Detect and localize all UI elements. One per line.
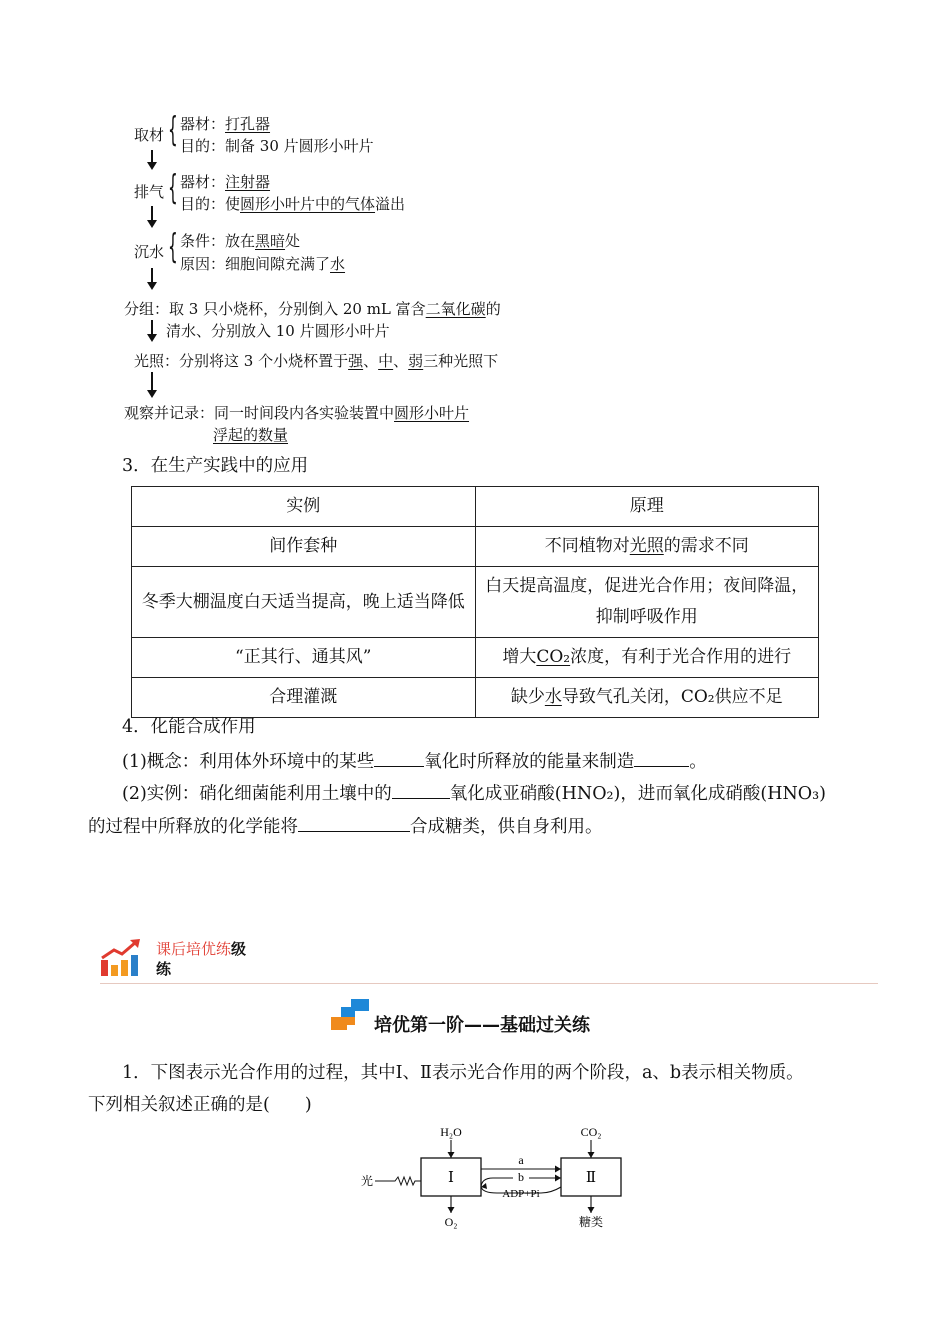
stage-1-label: Ⅰ xyxy=(448,1170,454,1186)
brace: { xyxy=(168,110,178,150)
divider xyxy=(100,983,878,984)
stage-2-label: Ⅱ xyxy=(585,1170,597,1186)
table-header: 实例 xyxy=(132,487,476,527)
flow-line: 原因：细胞间隙充满了水 xyxy=(180,255,346,273)
light-wave xyxy=(375,1177,421,1185)
table-row xyxy=(132,638,819,678)
stage-icon xyxy=(329,999,371,1031)
table-row xyxy=(132,527,819,567)
flow-line: 浮起的数量 xyxy=(213,426,289,444)
flow-line: 器材：注射器 xyxy=(180,173,271,191)
flow-line: 条件：放在黑暗处 xyxy=(180,232,301,250)
a-label: a xyxy=(518,1153,524,1167)
down-arrow-icon xyxy=(151,150,153,168)
b-label: b xyxy=(518,1170,524,1184)
light-label: 光 xyxy=(361,1174,374,1188)
table-cell: 白天提高温度，促进光合作用；夜间降温，抑制呼吸作用 xyxy=(475,567,819,638)
example-line: (2)实例：硝化细菌能利用土壤中的 氧化成亚硝酸(HNO₂)，进而氧化成硝酸(HNO₃) xyxy=(122,780,826,806)
table-header: 原理 xyxy=(475,487,819,527)
question-text: 1．下图表示光合作用的过程，其中Ⅰ、Ⅱ表示光合作用的两个阶段，a、b表示相关物质。 xyxy=(122,1063,804,1083)
section-heading: 4．化能合成作用 xyxy=(122,717,256,737)
down-arrow-icon xyxy=(151,320,153,340)
table-row xyxy=(132,678,819,718)
down-arrow-icon xyxy=(151,372,153,396)
table-cell: 增大CO₂浓度，有利于光合作用的进行 xyxy=(475,638,819,678)
table-cell: 冬季大棚温度白天适当提高，晚上适当降低 xyxy=(132,567,476,638)
flow-line: 目的：制备 30 片圆形小叶片 xyxy=(180,137,374,155)
concept-line: (1)概念：利用体外环境中的某些 氧化时所释放的能量来制造 。 xyxy=(122,748,707,774)
adp-label: ADP+Pi xyxy=(502,1188,540,1200)
application-table xyxy=(131,486,819,718)
o2-label: O₂ xyxy=(444,1215,458,1229)
question-text: 下列相关叙述正确的是( ) xyxy=(88,1095,312,1115)
down-arrow-icon xyxy=(151,206,153,226)
example-line: 的过程中所释放的化学能将 合成糖类，供自身利用。 xyxy=(88,813,603,839)
answer-blank[interactable] xyxy=(298,813,410,832)
stage-title: 培优第一阶——基础过关练 xyxy=(374,1015,590,1036)
flow-line: 光照：分别将这 3 个小烧杯置于强、中、弱三种光照下 xyxy=(134,352,499,370)
growth-chart-icon xyxy=(100,938,144,978)
table-header-row xyxy=(132,487,819,527)
answer-blank[interactable] xyxy=(374,748,424,767)
table-cell: 合理灌溉 xyxy=(132,678,476,718)
flow-step-label: 取材 xyxy=(134,126,165,144)
table-cell: 不同植物对光照的需求不同 xyxy=(475,527,819,567)
table-cell: 间作套种 xyxy=(132,527,476,567)
flow-line: 清水、分别放入 10 片圆形小叶片 xyxy=(166,322,390,340)
table-row xyxy=(132,567,819,638)
answer-blank[interactable] xyxy=(392,780,450,799)
flow-line: 观察并记录：同一时间段内各实验装置中圆形小叶片 xyxy=(124,404,470,422)
section-heading: 3．在生产实践中的应用 xyxy=(122,456,309,476)
down-arrow-icon xyxy=(151,268,153,288)
flow-line: 器材：打孔器 xyxy=(180,115,271,133)
co2-label: CO₂ xyxy=(580,1125,602,1139)
table-cell: 缺少水导致气孔关闭，CO₂供应不足 xyxy=(475,678,819,718)
table-cell: “正其行、通其风” xyxy=(132,638,476,678)
flow-line: 目的：使圆形小叶片中的气体溢出 xyxy=(180,195,406,213)
flow-line: 分组：取 3 只小烧杯，分别倒入 20 mL 富含二氧化碳的 xyxy=(124,300,501,318)
brace: { xyxy=(168,227,178,267)
brace: { xyxy=(168,168,178,208)
banner-title: 课后培优练级 练 xyxy=(156,941,247,978)
h2o-label: H₂O xyxy=(440,1125,462,1139)
sugar-label: 糖类 xyxy=(578,1215,604,1229)
photosynthesis-diagram xyxy=(355,1125,635,1235)
answer-blank[interactable] xyxy=(634,748,689,767)
flow-step-label: 排气 xyxy=(134,183,165,201)
flow-step-label: 沉水 xyxy=(134,243,165,261)
